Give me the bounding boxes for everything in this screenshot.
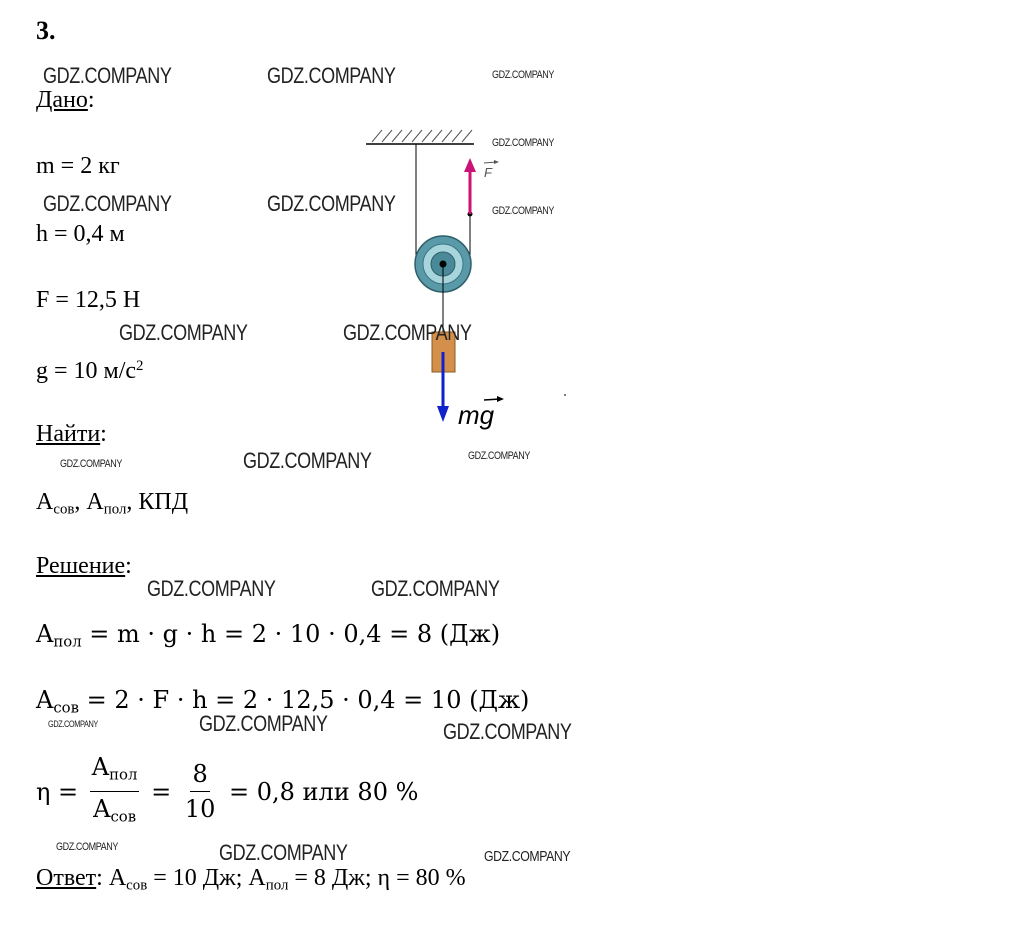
equation-useful-work	[36, 620, 500, 650]
watermark: GDZ.COMPANY	[147, 576, 276, 601]
answer-a2: A	[248, 865, 266, 891]
weight-label-text: mg	[458, 400, 495, 430]
find-heading	[36, 420, 107, 448]
watermark: GDZ.COMPANY	[492, 137, 554, 149]
find-a1: A	[36, 489, 54, 515]
find-sep2: , КПД	[126, 489, 189, 515]
fraction-work-denominator	[91, 792, 138, 831]
watermark: GDZ.COMPANY	[343, 320, 472, 345]
frac1-num-sub: пол	[109, 765, 138, 784]
given-gravity-main: g = 10 м/с	[36, 358, 137, 385]
frac1-den-a: A	[93, 795, 111, 824]
watermark: GDZ.COMPANY	[56, 841, 118, 853]
frac1-den-sub: сов	[110, 807, 137, 826]
watermark: GDZ.COMPANY	[468, 450, 530, 462]
answer-a2-sub: пол	[265, 877, 289, 894]
find-heading-colon: :	[100, 421, 107, 447]
answer-colon: :	[96, 865, 109, 891]
frac1-num-a: A	[91, 753, 110, 781]
fraction-work-numerator	[90, 752, 140, 792]
eq2-sub: сов	[53, 698, 80, 717]
watermark: GDZ.COMPANY	[484, 848, 571, 865]
answer-heading: Ответ	[36, 865, 97, 891]
answer-a2-val: = 8 Дж; η = 80 %	[288, 865, 466, 891]
watermark: GDZ.COMPANY	[492, 205, 554, 217]
find-values	[36, 488, 188, 523]
weight-arrow-head	[437, 406, 449, 422]
find-a1-sub: сов	[53, 501, 75, 518]
given-gravity	[36, 352, 143, 385]
answer-a1-sub: сов	[126, 877, 148, 894]
solution-heading	[36, 552, 132, 580]
answer-a1: A	[108, 865, 127, 891]
eq1-a: A	[36, 620, 54, 648]
solution-heading-label: Решение	[36, 553, 126, 579]
eta-lhs: η =	[36, 777, 79, 806]
given-gravity-sup: 2	[136, 358, 144, 374]
pulley-diagram	[360, 122, 580, 432]
fraction-work	[90, 752, 140, 832]
given-heading-label: Дано	[36, 87, 88, 113]
watermark: GDZ.COMPANY	[48, 719, 98, 729]
watermark: GDZ.COMPANY	[199, 711, 328, 736]
watermark: GDZ.COMPANY	[43, 63, 172, 88]
eq2-a: A	[36, 686, 54, 714]
given-heading-colon: :	[87, 87, 95, 113]
given-force: F = 12,5 Н	[36, 287, 141, 313]
force-arrow-head	[464, 158, 476, 172]
given-mass: m = 2 кг	[36, 153, 120, 179]
watermark: GDZ.COMPANY	[43, 191, 172, 216]
force-label-text: F	[484, 165, 492, 180]
watermark: GDZ.COMPANY	[443, 719, 572, 744]
answer-line	[36, 864, 466, 899]
find-a2: A	[86, 489, 104, 515]
fraction-numeric-numerator: 8	[190, 759, 209, 792]
stray-dot	[564, 394, 566, 396]
find-heading-label: Найти	[36, 421, 101, 447]
watermark: GDZ.COMPANY	[119, 320, 248, 345]
given-height: h = 0,4 м	[36, 221, 125, 247]
watermark: GDZ.COMPANY	[219, 840, 348, 865]
force-label	[484, 160, 499, 180]
fraction-numeric-denominator: 10	[184, 795, 216, 824]
eq1-sub: пол	[53, 632, 82, 651]
watermark: GDZ.COMPANY	[243, 448, 372, 473]
answer-a1-val: = 10 Дж;	[147, 865, 249, 891]
eq1-rest: = m · g · h = 2 · 10 · 0,4 = 8 (Дж)	[81, 620, 501, 648]
watermark: GDZ.COMPANY	[492, 69, 554, 81]
weight-label	[458, 396, 504, 430]
watermark: GDZ.COMPANY	[267, 63, 396, 88]
eta-result: = 0,8 или 80 %	[229, 777, 419, 806]
watermark: GDZ.COMPANY	[371, 576, 500, 601]
ceiling	[366, 130, 474, 144]
find-a2-sub: пол	[103, 501, 127, 518]
fraction-numeric	[183, 759, 218, 824]
watermark: GDZ.COMPANY	[60, 458, 122, 470]
eta-equals: =	[151, 777, 172, 806]
problem-number: 3.	[36, 16, 56, 45]
equation-efficiency	[36, 752, 418, 832]
solution-heading-colon: :	[125, 553, 132, 579]
find-sep1: ,	[74, 489, 87, 515]
given-heading	[36, 86, 95, 114]
watermark: GDZ.COMPANY	[267, 191, 396, 216]
eq2-rest: = 2 · F · h = 2 · 12,5 · 0,4 = 10 (Дж)	[79, 686, 530, 714]
